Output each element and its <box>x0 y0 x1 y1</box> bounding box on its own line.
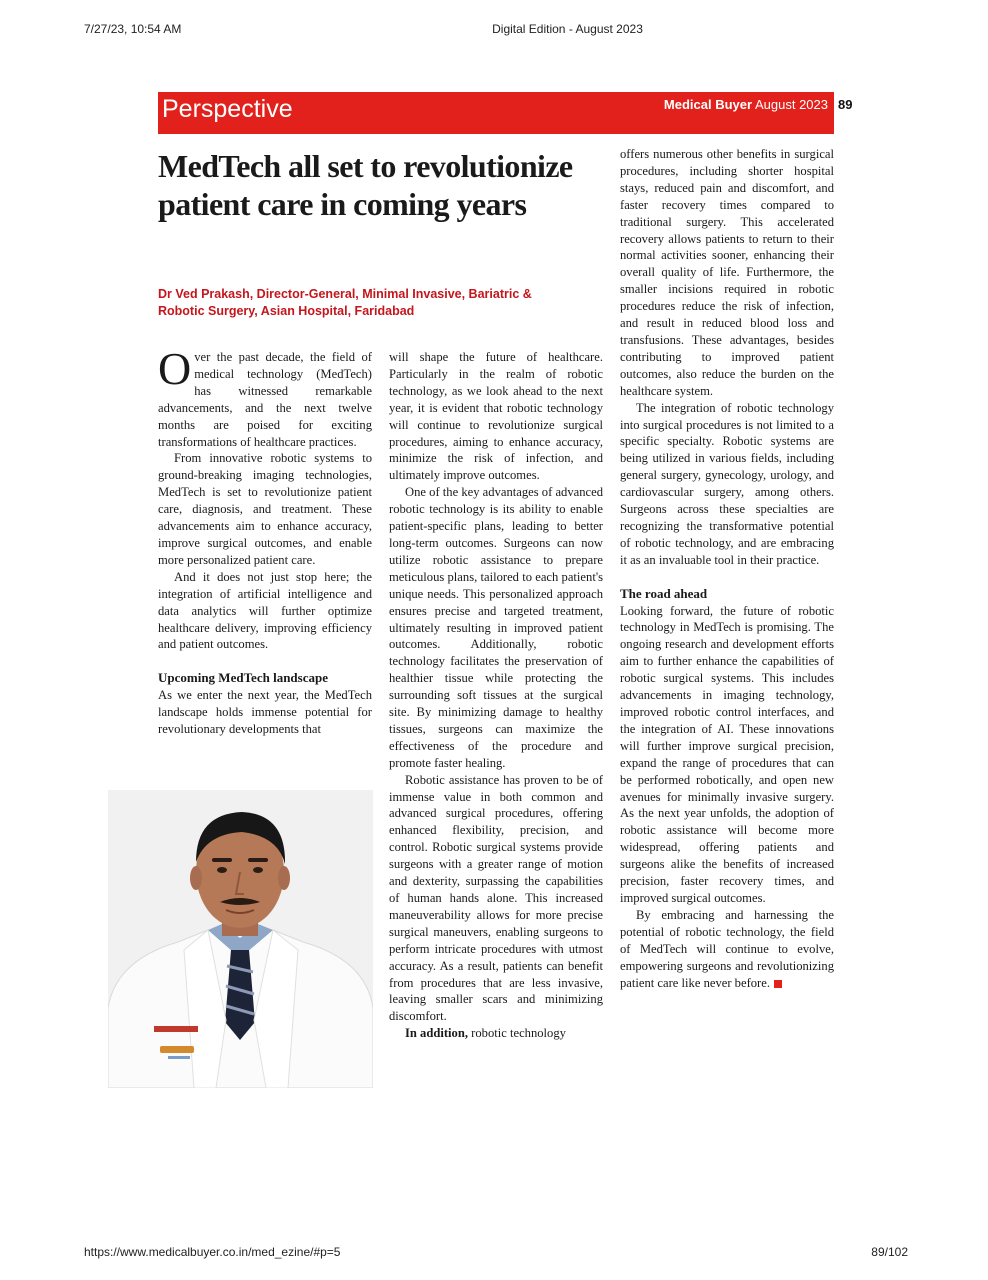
section-banner <box>158 92 834 134</box>
article-byline: Dr Ved Prakash, Director-General, Minimal Invasive, Bariatric & Robotic Surgery, Asian Hospital, Faridabad <box>158 287 532 318</box>
print-title: Digital Edition - August 2023 <box>492 22 643 36</box>
article-column-3 <box>620 146 834 991</box>
article-column-1 <box>158 343 372 738</box>
paragraph: Looking forward, the future of robotic technology in MedTech is promising. The ongoing research and development efforts aim to further enhance the capabilities of robotic surgical systems. This includes advancements in imaging technology, improved robotic control interfaces, and the integration of AI. These innovations will further improve surgical precision, expand the range of procedures that can be performed robotically, and open new avenues for minimally invasive surgery. As the next year unfolds, the adoption of robotic assistance will become more widespread, offering patients and surgeons alike the benefits of increased precision, faster recovery times, and improved surgical outcomes. <box>620 603 834 905</box>
paragraph-text: robotic technology <box>471 1026 566 1041</box>
issue-date: August 2023 <box>754 97 828 112</box>
paragraph-lead: In addition, <box>405 1026 468 1041</box>
paragraph: And it does not just stop here; the integration of artificial intelligence and data analytics will further optimize healthcare delivery, improving efficiency and patient outcomes. <box>158 569 372 652</box>
paragraph: Robotic assistance has proven to be of immense value in both common and advanced surgical procedures, offering enhanced flexibility, precision, and control. Robotic surgical systems provide surgeons with a greater range of motion and dexterity, surpassing the capabilities of human hands alone. This increased maneuverability allows for more precise surgical maneuvers, enabling surgeons to perform intricate procedures with utmost accuracy. As a result, patients can benefit from procedures that are less invasive, leaving smaller scars and minimizing discomfort. <box>389 772 603 1024</box>
print-datetime: 7/27/23, 10:54 AM <box>84 22 182 36</box>
magazine-issue <box>664 97 828 112</box>
intro-paragraph <box>158 343 372 450</box>
print-url: https://www.medicalbuyer.co.in/med_ezine/#p=5 <box>84 1245 341 1259</box>
paragraph: One of the key advantages of advanced robotic technology is its ability to enable patient-specific plans, leading to better long-term outcomes. Surgeons can now utilize robotic assistance to prepare meticulous plans, tailored to each patient's unique needs. This personalized approach ensures precise and targeted treatment, ultimately resulting in improved patient outcomes. Additionally, robotic technology facilitates the preservation of healthier tissue while protecting the surrounding soft tissues at the surgical site. By minimizing damage to healthy tissues, surgeons can maximize the effectiveness of the procedure and promote faster healing. <box>389 485 603 770</box>
closing-paragraph <box>620 907 834 992</box>
end-of-article-marker <box>774 980 782 988</box>
page-number: 89 <box>838 97 853 112</box>
subheading-upcoming-landscape: Upcoming MedTech landscape <box>158 670 328 686</box>
drop-cap: O <box>158 343 192 394</box>
paragraph-text: By embracing and harnessing the potential of robotic technology, the field of MedTech will continue to evolve, empowering surgeons and revolutionizing patient care like never before. <box>620 907 834 990</box>
article-headline: MedTech all set to revolutionize patient care in coming years <box>158 148 573 222</box>
doctor-portrait-image <box>108 790 373 1088</box>
magazine-name: Medical Buyer <box>663 97 753 112</box>
subheading-road-ahead: The road ahead <box>620 585 708 601</box>
paragraph: offers numerous other benefits in surgical procedures, including shorter hospital stays, reduced pain and discomfort, and faster recovery times compared to traditional surgery. This accelerated recovery allows patients to return to their normal activities sooner, enhancing their overall quality of life. Furthermore, the smaller incisions required in robotic procedures reduce the risk of infection, and result in reduced blood loss and transfusions. These advantages, besides contributing to improved patient outcomes, also reduce the burden on the healthcare system. <box>620 147 834 398</box>
author-photo <box>108 790 373 1088</box>
section-label: Perspective <box>162 95 293 123</box>
paragraph: will shape the future of healthcare. Particularly in the realm of robotic technology, as we look ahead to the next year, it is evident that robotic technology will continue to revolutionize surgical procedures, aiming to enhance accuracy, minimize the risk of infection, and ultimately improve outcomes. <box>389 350 603 483</box>
paragraph: The integration of robotic technology into surgical procedures is not limited to a specific specialty. Robotic systems are being utilized in various fields, including general surgery, gynecology, urology, and cardiovascular surgery, among others. Surgeons across these specialties are recognizing the transformative potential of robotic technology, and are embracing it as an invaluable tool in their practice. <box>620 400 834 567</box>
paragraph: From innovative robotic systems to ground-breaking imaging technologies, MedTech is set to revolutionize patient care, diagnosis, and treatment. These advancements aim to enhance accuracy, improve surgical outcomes, and enable more personalized patient care. <box>158 451 372 567</box>
print-page-count: 89/102 <box>871 1245 908 1259</box>
article-column-2 <box>389 349 603 1042</box>
paragraph: As we enter the next year, the MedTech landscape holds immense potential for revolutionary developments that <box>158 688 372 737</box>
intro-text: ver the past decade, the field of medical technology (MedTech) has witnessed remarkable advancements, and the next twelve months are poised for exciting transformations of healthcare practices. <box>158 350 372 449</box>
paragraph <box>389 1025 603 1042</box>
